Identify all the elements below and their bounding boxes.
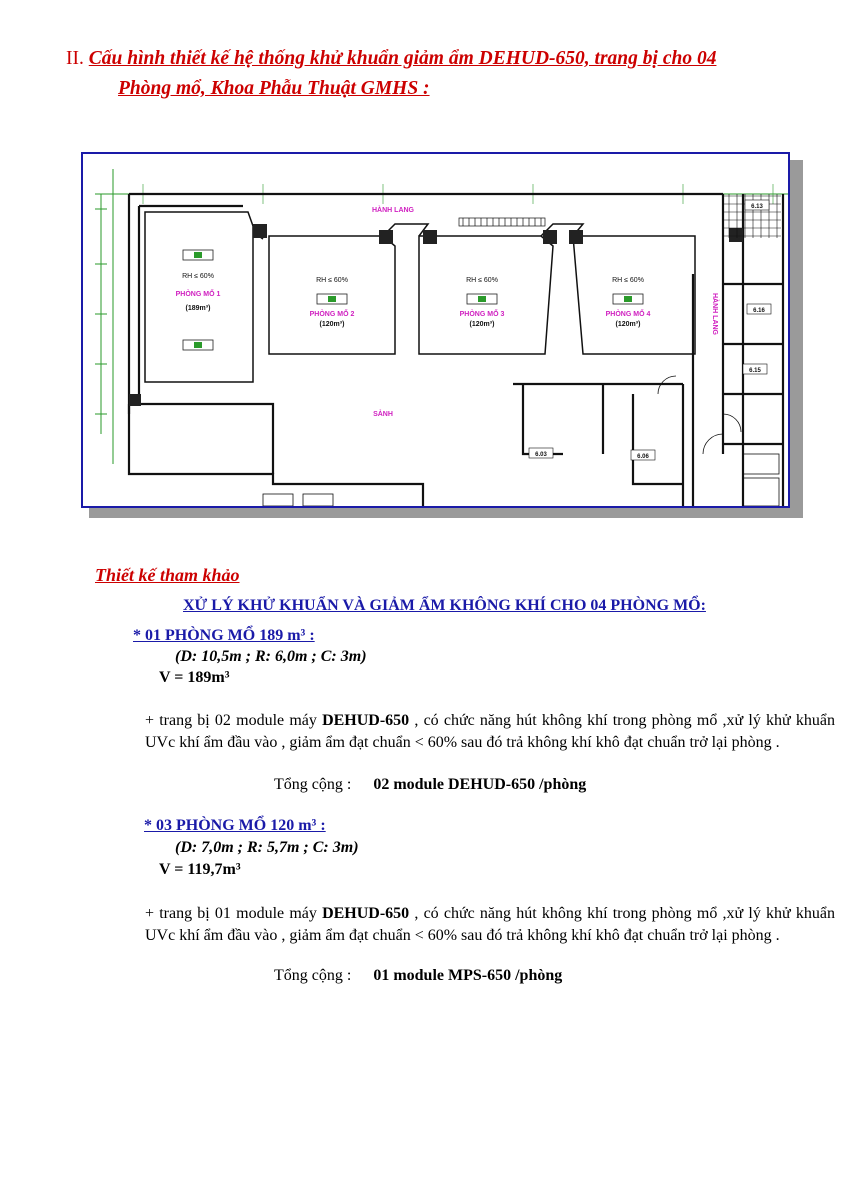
room-3-name: PHÒNG MỔ 3: [459, 311, 505, 318]
section-2-total: [274, 967, 562, 985]
room-2-rh: RH ≤ 60%: [316, 277, 348, 284]
heading-text-2: Phòng mổ, Khoa Phẫu Thuật GMHS :: [118, 78, 430, 99]
section-1-total: [274, 776, 586, 794]
heading-number: II.: [66, 48, 84, 69]
room-1-rh: RH ≤ 60%: [182, 273, 214, 280]
room-4-volume: (120m³): [615, 321, 641, 328]
section-1-para-suffix: , có chức năng hút không khí trong phòng mổ ,xử lý khử khuẩn UVc khí ẩm đầu vào , giảm ẩm đạt chuẩn < 60% sau đó trả không khí khô đạt chuẩn trở lại phòng .: [145, 712, 835, 751]
rooms-2-4-outline: [269, 224, 695, 354]
section-1-total-label: Tổng cộng :: [274, 776, 352, 793]
section-1-title: [133, 627, 315, 645]
room-1-volume: (189m³): [185, 305, 211, 312]
heading-text-1: Cấu hình thiết kế hệ thống khử khuẩn giảm ẩm DEHUD-650, trang bị cho 04: [88, 48, 717, 69]
room-4-name: PHÒNG MỔ 4: [605, 311, 651, 318]
room-3-rh: RH ≤ 60%: [466, 277, 498, 284]
device-icons: [183, 250, 643, 350]
walls: [129, 194, 783, 506]
section-1-volume: V = 189m³: [159, 669, 230, 686]
section-2-para-prefix: + trang bị 01 module máy: [145, 905, 323, 922]
section-2-total-value: 01 module MPS-650 /phòng: [373, 967, 563, 984]
columns: [129, 224, 743, 406]
section-2-para-model: DEHUD-650: [322, 905, 410, 922]
lobby-label: SẢNH: [373, 411, 393, 418]
room-2-volume: (120m³): [319, 321, 345, 328]
room-4-rh: RH ≤ 60%: [612, 277, 644, 284]
section-1-title-text: * 01 PHÒNG MỔ 189 m³ :: [133, 627, 315, 644]
room-tag-6-13: 6.13: [751, 204, 763, 210]
corridor-right-label: HÀNH LANG: [711, 293, 718, 335]
floor-plan: [81, 152, 790, 508]
room-tag-6-16: 6.16: [753, 308, 765, 314]
section-1-para-prefix: + trang bị 02 module máy: [145, 712, 323, 729]
section-1-total-value: 02 module DEHUD-650 /phòng: [373, 776, 587, 793]
section-heading: [66, 44, 836, 104]
room-2-name: PHÒNG MỔ 2: [309, 311, 355, 318]
reference-subtitle: XỬ LÝ KHỬ KHUẨN VÀ GIẢM ẨM KHÔNG KHÍ CHO 04 PHÒNG MỔ:: [183, 597, 706, 614]
room-tag-6-06: 6.06: [637, 454, 649, 460]
section-1-paragraph: [145, 710, 835, 754]
section-2-volume: V = 119,7m³: [159, 861, 241, 878]
bottom-details: [263, 376, 779, 506]
floor-plan-drawing: [83, 154, 788, 506]
room-tag-6-15: 6.15: [749, 368, 761, 374]
room-tag-6-03: 6.03: [535, 452, 547, 458]
heading-line-1: [66, 44, 836, 74]
section-2-dims: (D: 7,0m ; R: 5,7m ; C: 3m): [175, 839, 359, 856]
heading-line-2: [66, 74, 836, 104]
section-1-dims: (D: 10,5m ; R: 6,0m ; C: 3m): [175, 648, 367, 665]
top-grille: [459, 218, 545, 226]
room-3-volume: (120m³): [469, 321, 495, 328]
section-2-title: [144, 817, 326, 835]
section-2-total-label: Tổng cộng :: [274, 967, 352, 984]
section-2-paragraph: [145, 903, 835, 947]
room-1-name: PHÒNG MỔ 1: [175, 291, 221, 298]
reference-title: Thiết kế tham khảo: [95, 565, 240, 585]
section-2-para-suffix: , có chức năng hút không khí trong phòng mổ ,xử lý khử khuẩn UVc khí ẩm đầu vào , giảm ẩm đạt chuẩn < 60% sau đó trả không khí khô đạt chuẩn trở lại phòng .: [145, 905, 835, 944]
corridor-top-label: HÀNH LANG: [372, 207, 414, 214]
section-1-para-model: DEHUD-650: [322, 712, 410, 729]
section-2-title-text: * 03 PHÒNG MỔ 120 m³ :: [144, 817, 326, 834]
